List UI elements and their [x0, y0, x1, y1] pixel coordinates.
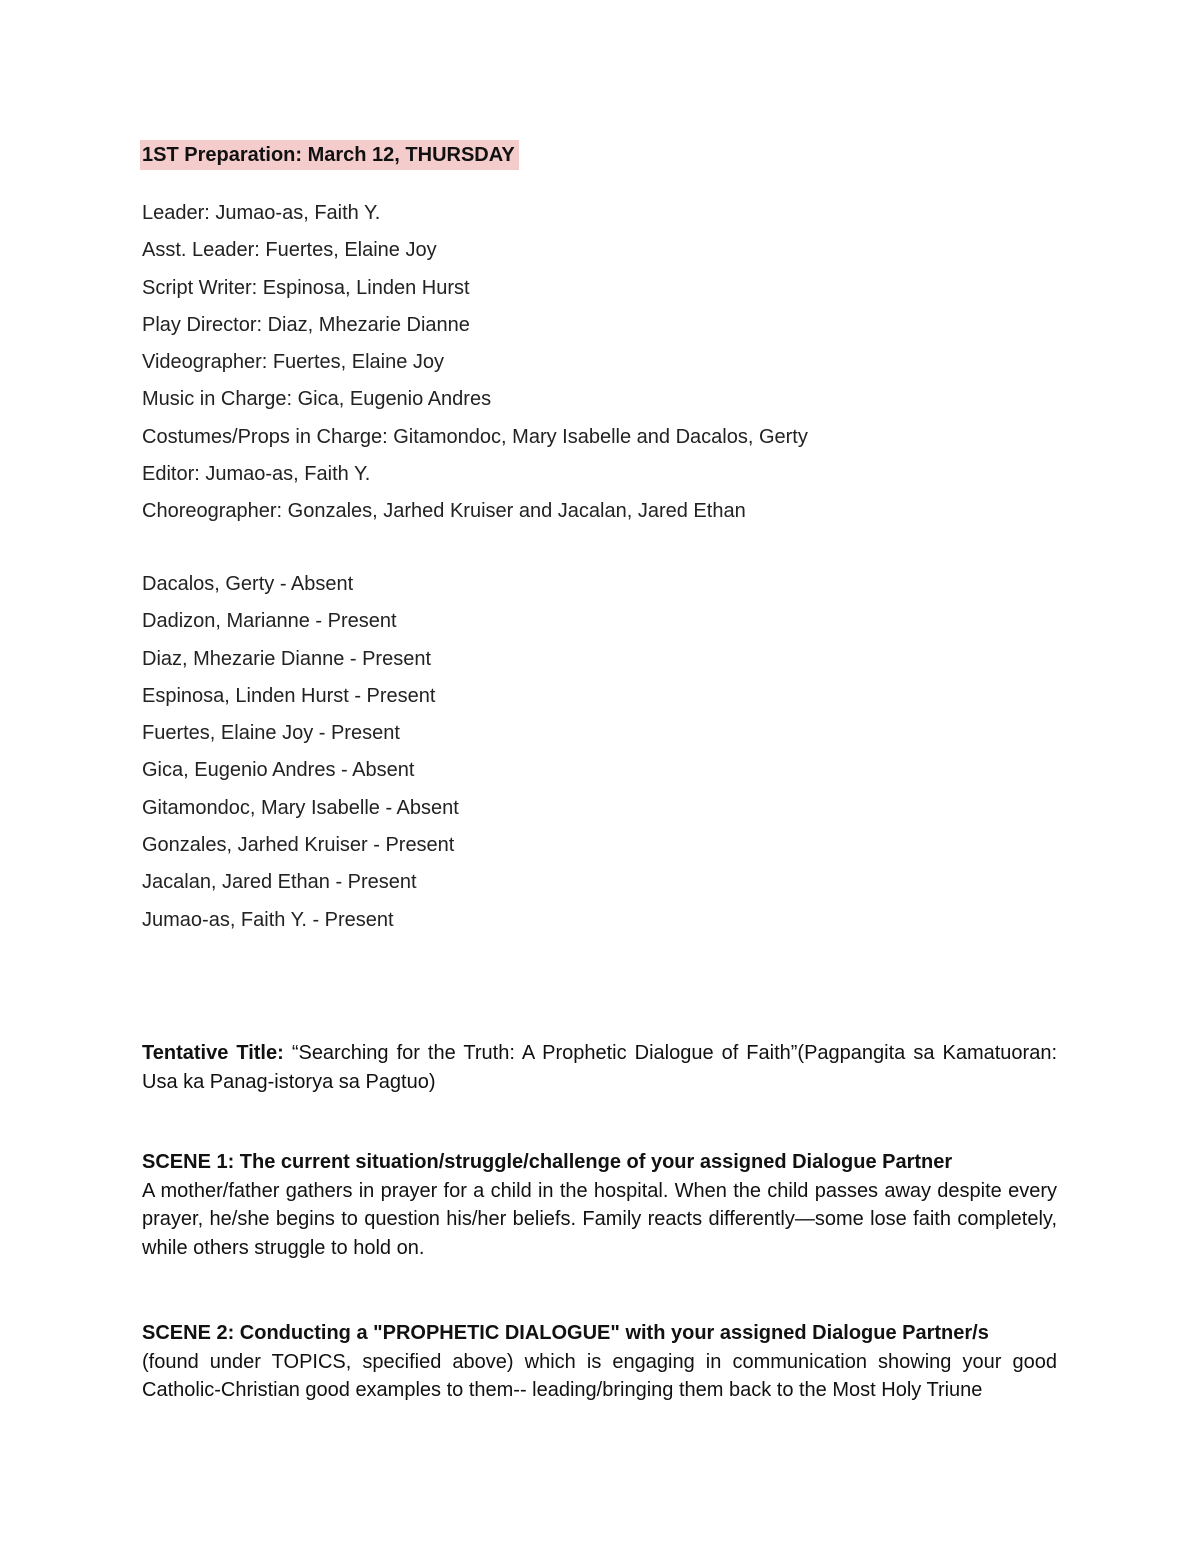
tentative-title-text: “Searching for the Truth: A Prophetic Dialogue of Faith”(Pagpangita sa Kamatuoran: Usa ka Panag-istorya sa Pagtuo) — [142, 1042, 1057, 1093]
preparation-heading: 1ST Preparation: March 12, THURSDAY — [140, 140, 519, 170]
attendance-item: Gonzales, Jarhed Kruiser - Present — [142, 834, 455, 857]
attendance-item: Gitamondoc, Mary Isabelle - Absent — [142, 796, 459, 819]
attendance-item: Diaz, Mhezarie Dianne - Present — [142, 647, 432, 670]
role-item: Choreographer: Gonzales, Jarhed Kruiser and Jacalan, Jared Ethan — [142, 500, 746, 523]
scene-1-heading: SCENE 1: The current situation/struggle/challenge of your assigned Dialogue Partner — [142, 1151, 953, 1173]
role-item: Play Director: Diaz, Mhezarie Dianne — [142, 313, 470, 336]
attendance-item: Fuertes, Elaine Joy - Present — [142, 722, 400, 745]
attendance-item: Gica, Eugenio Andres - Absent — [142, 759, 415, 782]
role-item: Music in Charge: Gica, Eugenio Andres — [142, 388, 492, 411]
scene-2-section — [142, 1319, 1057, 1405]
role-item: Costumes/Props in Charge: Gitamondoc, Mary Isabelle and Dacalos, Gerty — [142, 425, 808, 448]
attendance-item: Espinosa, Linden Hurst - Present — [142, 684, 436, 707]
attendance-item: Dacalos, Gerty - Absent — [142, 573, 354, 595]
scene-1-body: A mother/father gathers in prayer for a child in the hospital. When the child passes away despite every prayer, he/she begins to question his/her beliefs. Family reacts differently—some lose faith completely, while others struggle to hold on. — [142, 1179, 1057, 1259]
scene-2-heading: SCENE 2: Conducting a "PROPHETIC DIALOGUE" with your assigned Dialogue Partner/s — [142, 1322, 989, 1344]
role-item: Script Writer: Espinosa, Linden Hurst — [142, 276, 470, 299]
scene-2-body: (found under TOPICS, specified above) which is engaging in communication showing your good Catholic-Christian good examples to them-- leading/bringing them back to the Most Holy Triune — [142, 1350, 1057, 1401]
tentative-title-label: Tentative Title: — [142, 1042, 284, 1064]
role-item: Asst. Leader: Fuertes, Elaine Joy — [142, 239, 437, 262]
scene-1-section — [142, 1148, 1057, 1262]
role-item: Leader: Jumao-as, Faith Y. — [142, 202, 381, 224]
tentative-title-paragraph — [142, 1039, 1057, 1096]
attendance-item: Dadizon, Marianne - Present — [142, 610, 397, 633]
attendance-list — [142, 566, 459, 939]
role-item: Videographer: Fuertes, Elaine Joy — [142, 351, 445, 374]
attendance-item: Jacalan, Jared Ethan - Present — [142, 871, 417, 894]
role-item: Editor: Jumao-as, Faith Y. — [142, 463, 371, 486]
roles-list — [142, 195, 808, 531]
attendance-item: Jumao-as, Faith Y. - Present — [142, 908, 394, 931]
